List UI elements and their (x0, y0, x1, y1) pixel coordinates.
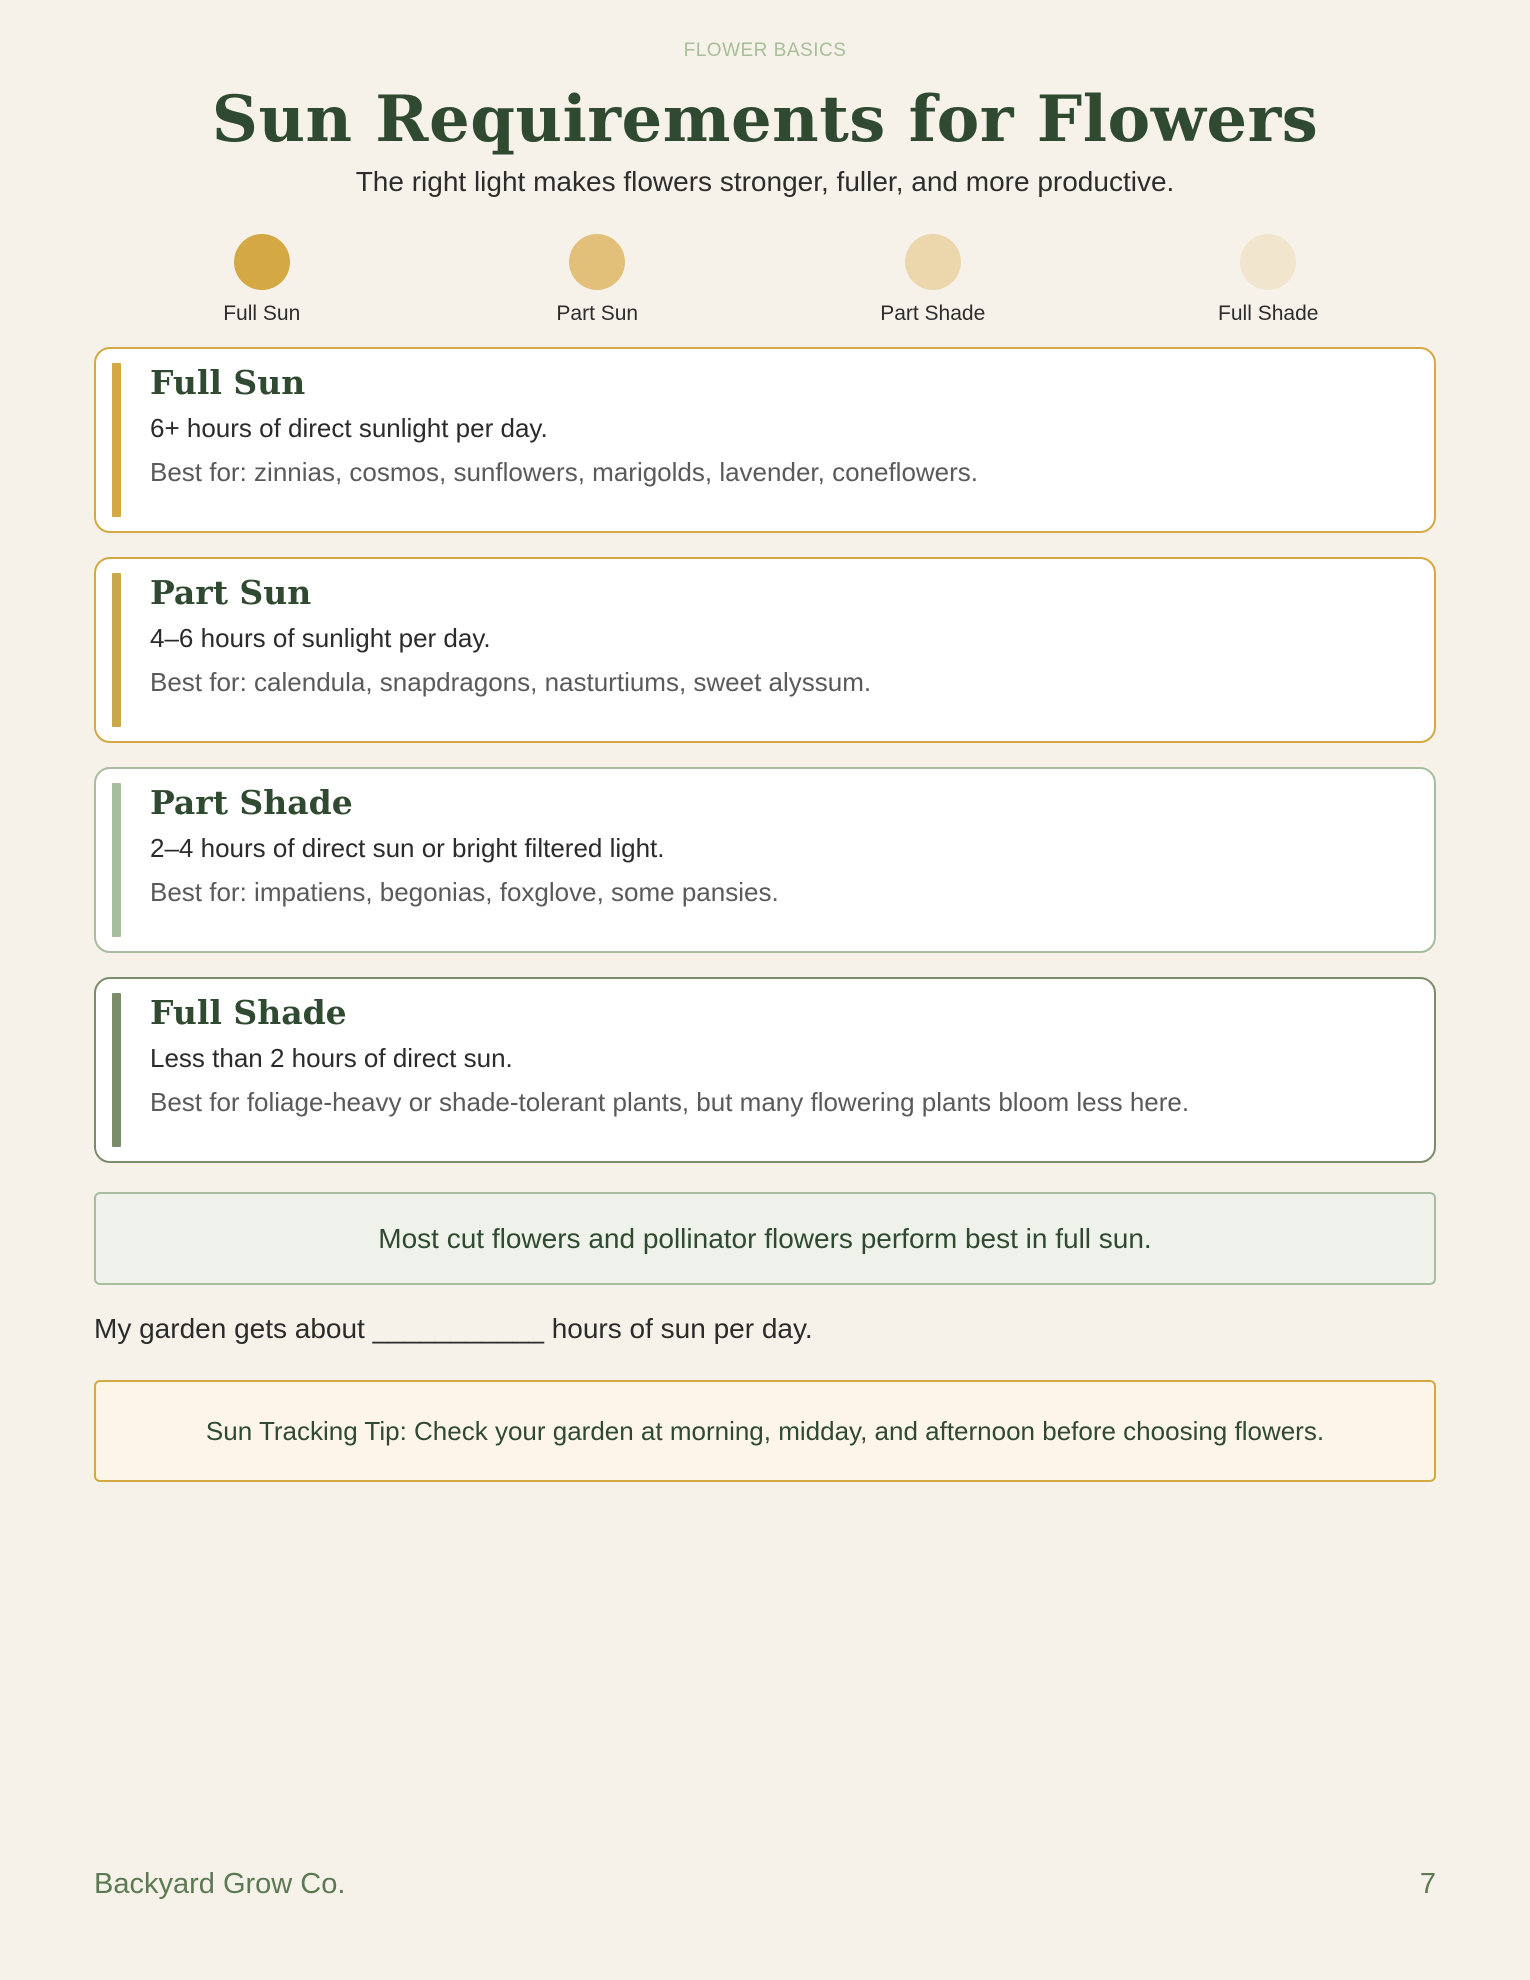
accent-bar (112, 363, 121, 517)
part-shade-swatch-icon (905, 234, 961, 290)
card-part-shade (94, 767, 1436, 953)
sun-tracking-tip: Sun Tracking Tip: Check your garden at morning, midday, and afternoon before choosing flowers. (94, 1380, 1436, 1482)
legend-item-full-shade (1101, 234, 1437, 326)
card-hours: 6+ hours of direct sunlight per day. (150, 413, 548, 443)
legend-label: Part Shade (880, 302, 986, 325)
full-sun-callout: Most cut flowers and pollinator flowers perform best in full sun. (94, 1192, 1436, 1285)
accent-bar (112, 783, 121, 937)
footer-brand: Backyard Grow Co. (94, 1868, 346, 1900)
card-title: Part Shade (150, 783, 353, 822)
sun-category-cards (94, 347, 1436, 1187)
card-title: Full Shade (150, 993, 347, 1032)
card-full-sun (94, 347, 1436, 533)
full-shade-swatch-icon (1240, 234, 1296, 290)
card-best-for: Best for: impatiens, begonias, foxglove, some pansies. (150, 877, 779, 907)
garden-sun-fill-in: My garden gets about ___________ hours of sun per day. (94, 1313, 813, 1344)
legend-label: Part Sun (556, 302, 639, 325)
legend-label: Full Shade (1218, 302, 1319, 325)
accent-bar (112, 993, 121, 1147)
legend-item-part-sun (430, 234, 766, 326)
page-number: 7 (1419, 1868, 1436, 1900)
card-best-for: Best for: calendula, snapdragons, nasturtiums, sweet alyssum. (150, 667, 872, 697)
legend-item-full-sun (94, 234, 430, 326)
card-title: Part Sun (150, 573, 312, 612)
sun-level-legend (94, 234, 1436, 326)
legend-label: Full Sun (223, 302, 301, 325)
legend-item-part-shade (765, 234, 1101, 326)
accent-bar (112, 573, 121, 727)
full-sun-swatch-icon (234, 234, 290, 290)
part-sun-swatch-icon (569, 234, 625, 290)
card-hours: Less than 2 hours of direct sun. (150, 1043, 513, 1073)
card-part-sun (94, 557, 1436, 743)
page-subtitle: The right light makes flowers stronger, fuller, and more productive. (355, 166, 1175, 197)
card-full-shade (94, 977, 1436, 1163)
card-best-for: Best for foliage-heavy or shade-tolerant plants, but many flowering plants bloom less here. (150, 1087, 1190, 1117)
card-hours: 2–4 hours of direct sun or bright filtered light. (150, 833, 665, 863)
card-best-for: Best for: zinnias, cosmos, sunflowers, marigolds, lavender, coneflowers. (150, 457, 979, 487)
card-hours: 4–6 hours of sunlight per day. (150, 623, 491, 653)
section-eyebrow: FLOWER BASICS (683, 40, 847, 61)
page-title: Sun Requirements for Flowers (211, 82, 1319, 157)
card-title: Full Sun (150, 363, 306, 402)
